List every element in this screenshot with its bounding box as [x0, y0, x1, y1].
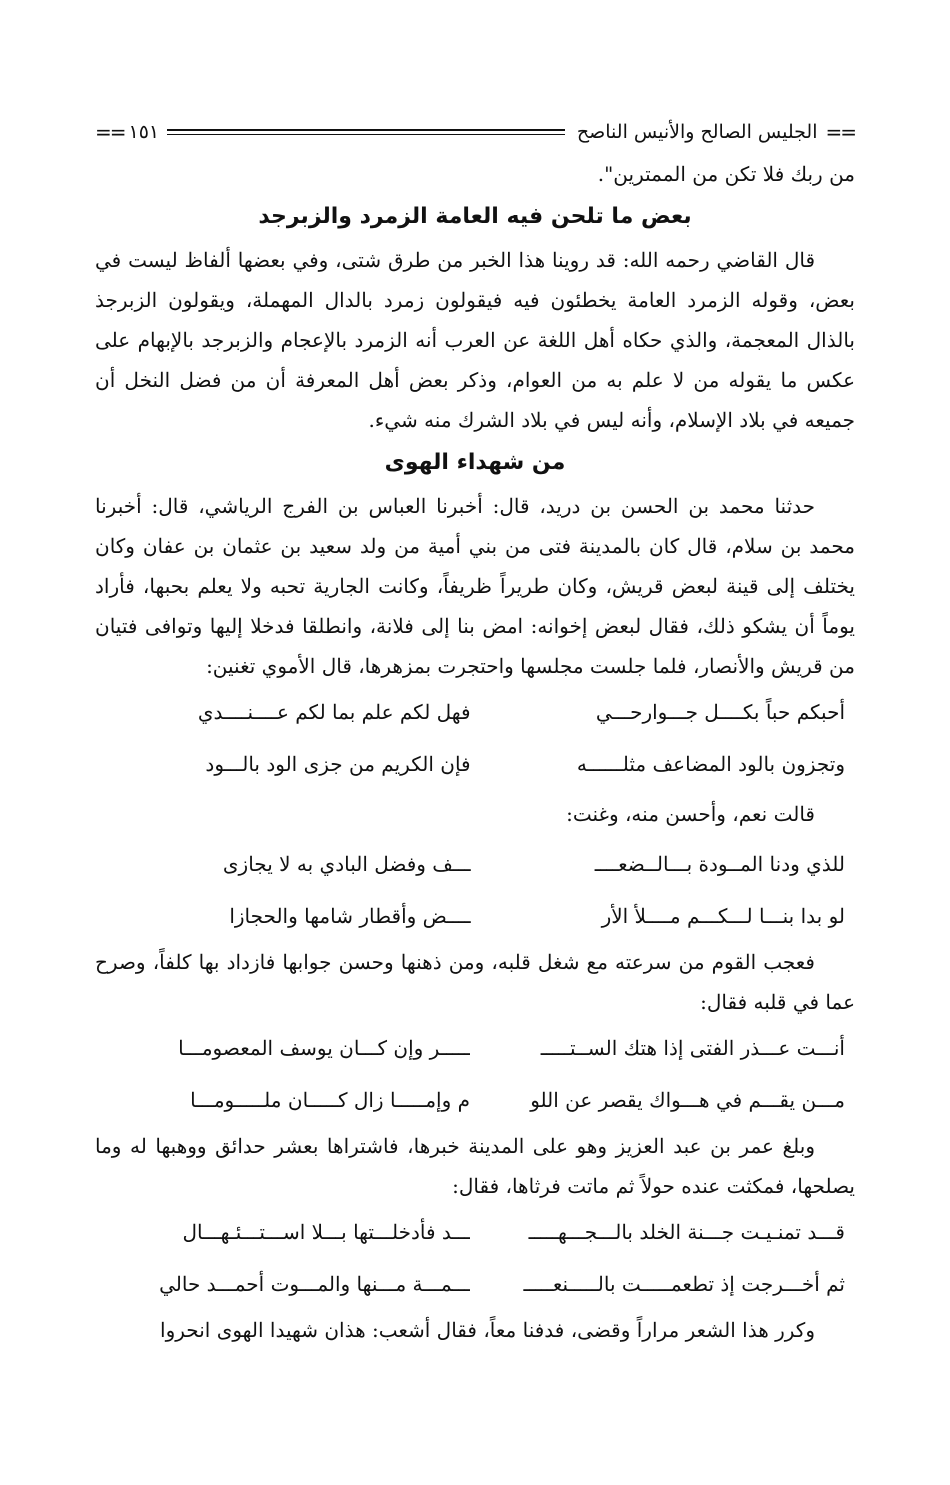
verse-second-hemistich: فإن الكريم من جزى الود بالـــود	[205, 752, 471, 776]
verse-first-hemistich: أنـــت عـــذر الفتى إذا هتك الســتـــــ	[540, 1036, 845, 1060]
verse-second-hemistich: ـــــر وإن كـــان يوسف المعصومـــا	[178, 1036, 470, 1060]
verse-first-hemistich: للذي ودنا المــودة بـــالــضعــــ	[594, 852, 845, 876]
verse-second-hemistich: ـــف وفضل البادي به لا يجازى	[222, 852, 471, 876]
paragraph-story: حدثنا محمد بن الحسن بن دريد، قال: أخبرنا العباس بن الفرج الرياشي، قال: أخبرنا محمد بن سلام، قال كان بالمدينة فتى من بني أمية من ولد سعيد بن عثمان بن عفان وكان يختلف إلى قينة لبعض قريش، وكان طريراً ظريفاً، وكانت الجارية تحبه ولا يعلم بحبها، فأراد يوماً أن يشكو ذلك، فقال لبعض إخوانه: امض بنا إلى فلانة، وانطلقا فدخلا إليها وتوافى فتيان من قريش والأنصار، فلما جلست مجلسها واحتجرت بمزهرها، قال الأموي تغنين:	[95, 494, 855, 678]
verse-first-hemistich: ثم أخـــرجت إذ تطعمـــــت بالـــــنعـــــ	[523, 1272, 845, 1296]
verse-first-hemistich: لو بدا بنـــا لـــكـــم مــــلأ الأر	[601, 904, 845, 928]
section-heading-emerald: بعض ما تلحن فيه العامة الزمرد والزبرجد	[258, 204, 692, 229]
verse-first-hemistich: أحبكم حباً بكــــل جـــوارحـــي	[595, 700, 845, 724]
verse-second-hemistich: ــــض وأقطار شامها والحجازا	[229, 904, 471, 928]
header-right-mark: ==	[825, 120, 855, 144]
text-line-reply: قالت نعم، وأحسن منه، وغنت:	[566, 802, 815, 826]
paragraph-wonder: فعجب القوم من سرعته مع شغل قلبه، ومن ذهنها وحسن جوابها فازداد بها كلفاً، وصرح عما في قلبه فقال:	[95, 950, 855, 1014]
verse-first-hemistich: قـــد تمنـيـت جـــنة الخلد بالـــجـــهـــــ	[528, 1220, 845, 1244]
verse-line	[95, 686, 855, 738]
header-rule	[167, 129, 565, 135]
header-left-mark: ==	[95, 120, 125, 144]
book-page	[95, 110, 855, 1350]
verse-line	[95, 1022, 855, 1074]
verse-line	[95, 1206, 855, 1258]
verse-line	[95, 838, 855, 890]
verse-line	[95, 1074, 855, 1126]
verse-first-hemistich: وتجزون بالود المضاعف مثلــــــه	[576, 752, 845, 776]
text-line-top: من ربك فلا تكن من الممترين".	[597, 162, 855, 186]
paragraph-umar: وبلغ عمر بن عبد العزيز وهو على المدينة خبرها، فاشتراها بعشر حدائق ووهبها له وما يصلحها، فمكثت عنده حولاً ثم ماتت فرثاها، فقال:	[95, 1134, 855, 1198]
verse-line	[95, 1258, 855, 1310]
verse-second-hemistich: فهل لكم علم بما لكم عــــنــــدي	[197, 700, 471, 724]
verse-line	[95, 890, 855, 942]
verse-second-hemistich: م وإمـــــا زال كـــــان ملـــــومـــا	[190, 1088, 470, 1112]
section-heading-martyrs: من شهداء الهوى	[384, 450, 566, 475]
running-header	[95, 110, 855, 154]
text-line-last: وكرر هذا الشعر مراراً وقضى، فدفنا معاً، فقال أشعب: هذان شهيدا الهوى انحروا	[160, 1318, 815, 1342]
paragraph-emerald: قال القاضي رحمه الله: قد روينا هذا الخبر من طرق شتى، وفي بعضها ألفاظ ليست في بعض، وقوله الزمرد العامة يخطئون فيه فيقولون زمرد بالدال المهملة، ويقولون الزبرجذ بالذال المعجمة، والذي حكاه أهل اللغة عن العرب أنه الزمرد بالإعجام والزبرجد بالإبهام على عكس ما يقوله من لا علم به من العوام، وذكر بعض أهل المعرفة أن من فضل النخل أن جميعه في بلاد الإسلام، وأنه ليس في بلاد الشرك منه شيء.	[95, 248, 855, 432]
verse-line	[95, 738, 855, 790]
verse-first-hemistich: مـــن يقـــم في هـــواك يقصر عن اللو	[530, 1088, 845, 1112]
page-number: ١٥١	[128, 121, 160, 143]
verse-second-hemistich: ـــد فأدخلـــتها بـــلا اســـتـــئـهـــال	[182, 1220, 470, 1244]
book-title: الجليس الصالح والأنيس الناصح	[576, 121, 818, 143]
verse-second-hemistich: ـــمـــة مـــنها والمـــوت أحمـــد حالي	[159, 1272, 470, 1296]
